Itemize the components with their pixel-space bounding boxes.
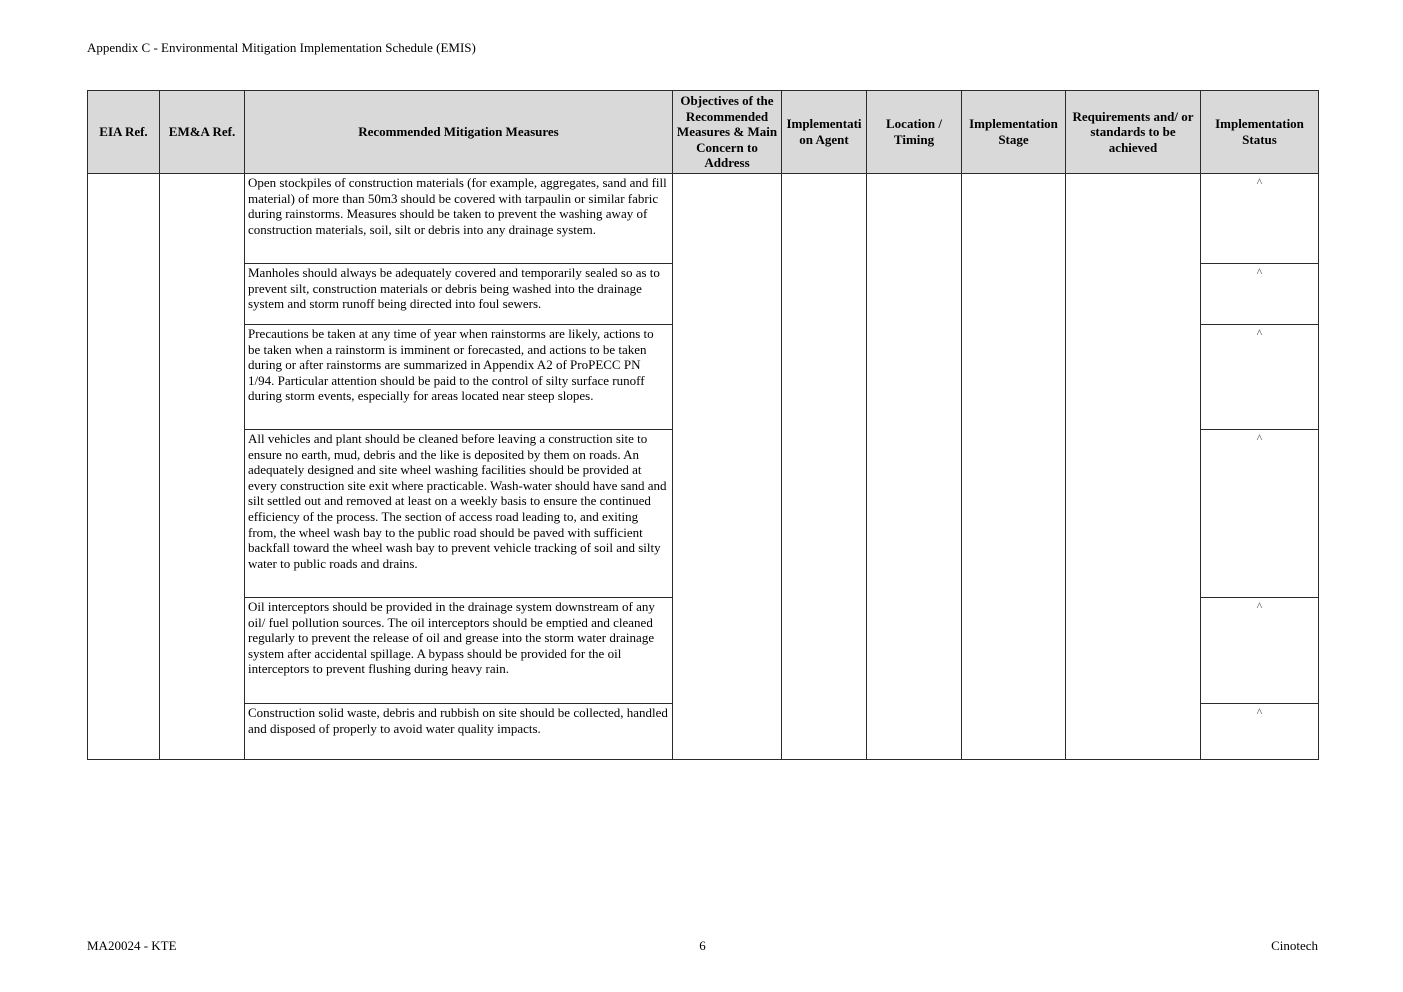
emis-table <box>87 90 1319 760</box>
page-title: Appendix C - Environmental Mitigation Implementation Schedule (EMIS) <box>87 40 476 55</box>
measure-cell: Precautions be taken at any time of year when rainstorms are likely, actions to be taken when a rainstorm is imminent or forecasted, and actions to be taken during or after rainstorms are summarized in Appendix A2 of ProPECC PN 1/94. Particular attention should be paid to the control of silty surface runoff during storm events, especially for areas located near steep slopes. <box>245 324 673 429</box>
table-header <box>88 91 1319 174</box>
table-row <box>88 173 1319 263</box>
header-location-timing: Location / Timing <box>867 91 962 174</box>
header-mitigation-measures: Recommended Mitigation Measures <box>245 91 673 174</box>
header-requirements: Requirements and/ or standards to be achieved <box>1066 91 1201 174</box>
implementation-stage-cell <box>962 173 1066 759</box>
ema-ref-cell <box>160 173 245 759</box>
objectives-cell <box>673 173 782 759</box>
implementation-agent-cell <box>782 173 867 759</box>
requirements-cell <box>1066 173 1201 759</box>
status-cell: ^ <box>1201 703 1319 759</box>
eia-ref-cell <box>88 173 160 759</box>
status-cell: ^ <box>1201 324 1319 429</box>
header-ema-ref: EM&A Ref. <box>160 91 245 174</box>
status-cell: ^ <box>1201 429 1319 597</box>
header-implementation-stage: Implementation Stage <box>962 91 1066 174</box>
table-body <box>88 173 1319 759</box>
page-footer <box>87 938 1318 954</box>
header-implementation-agent: Implementation Agent <box>782 91 867 174</box>
header-eia-ref: EIA Ref. <box>88 91 160 174</box>
location-timing-cell <box>867 173 962 759</box>
status-cell: ^ <box>1201 263 1319 324</box>
footer-page-number: 6 <box>699 938 706 953</box>
footer-company: Cinotech <box>1271 938 1318 953</box>
measure-cell: Manholes should always be adequately covered and temporarily sealed so as to prevent silt, construction materials or debris being washed into the drainage system and storm runoff being directed into foul sewers. <box>245 263 673 324</box>
status-cell: ^ <box>1201 173 1319 263</box>
footer-project-ref: MA20024 - KTE <box>87 938 177 953</box>
measure-cell: Open stockpiles of construction materials (for example, aggregates, sand and fill material) of more than 50m3 should be covered with tarpaulin or similar fabric during rainstorms. Measures should be taken to prevent the washing away of construction materials, soil, silt or debris into any drainage system. <box>245 173 673 263</box>
status-cell: ^ <box>1201 597 1319 703</box>
measure-cell: Oil interceptors should be provided in the drainage system downstream of any oil/ fuel pollution sources. The oil interceptors should be emptied and cleaned regularly to prevent the release of oil and grease into the storm water drainage system after accidental spillage. A bypass should be provided for the oil interceptors to prevent flushing during heavy rain. <box>245 597 673 703</box>
header-objectives: Objectives of the Recommended Measures & Main Concern to Address <box>673 91 782 174</box>
measure-cell: Construction solid waste, debris and rubbish on site should be collected, handled and disposed of properly to avoid water quality impacts. <box>245 703 673 759</box>
measure-cell: All vehicles and plant should be cleaned before leaving a construction site to ensure no earth, mud, debris and the like is deposited by them on roads. An adequately designed and site wheel washing facilities should be provided at every construction site exit where practicable. Wash-water should have sand and silt settled out and removed at least on a weekly basis to ensure the continued efficiency of the process. The section of access road leading to, and exiting from, the wheel wash bay to the public road should be paved with sufficient backfall toward the wheel wash bay to prevent vehicle tracking of soil and silty water to public roads and drains. <box>245 429 673 597</box>
header-implementation-status: Implementation Status <box>1201 91 1319 174</box>
header-row <box>88 91 1319 174</box>
